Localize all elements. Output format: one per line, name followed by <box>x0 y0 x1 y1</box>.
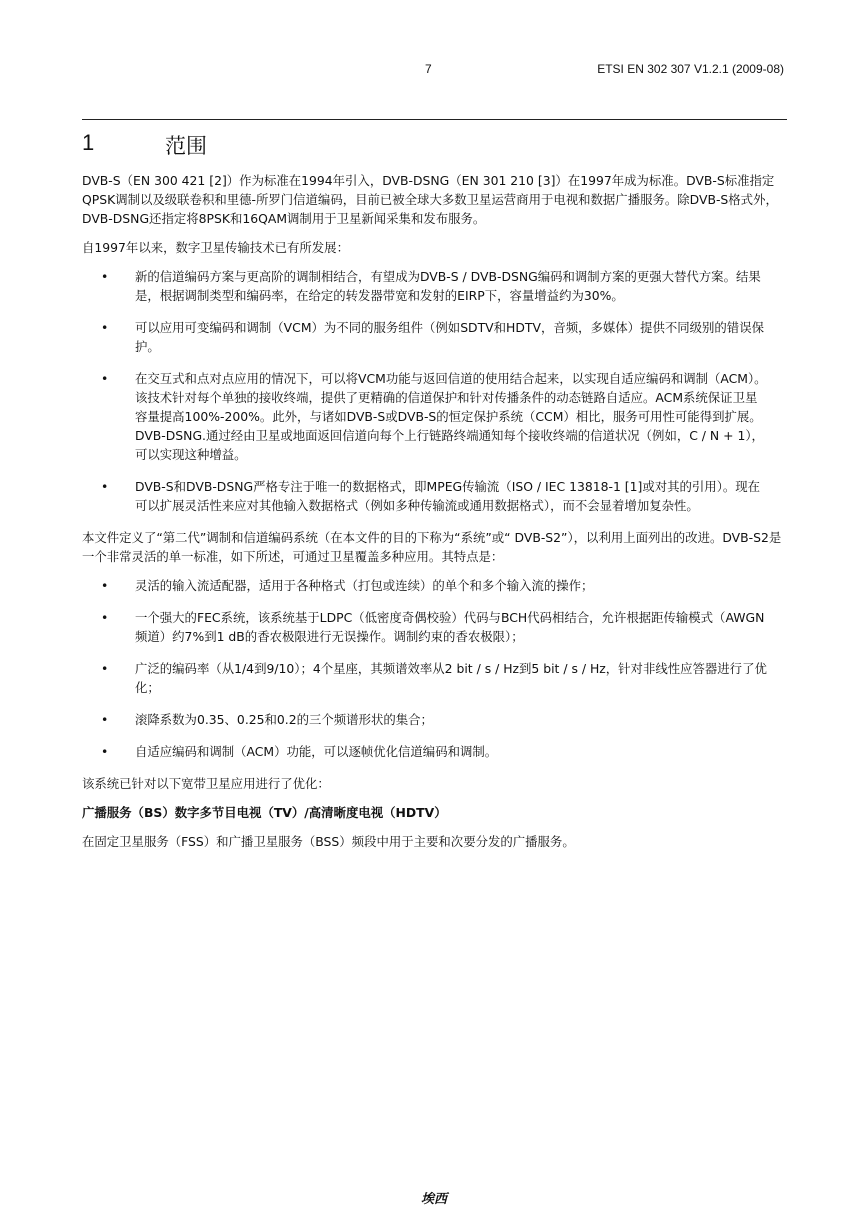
paragraph-optimized: 该系统已针对以下宽带卫星应用进行了优化： <box>82 776 330 791</box>
list-item-text: 在交互式和点对点应用的情况下，可以将VCM功能与返回信道的使用结合起来，以实现自适应编码和调制（ACM）。该技术针对每个单独的接收终端，提供了更精确的信道保护和针对传播条件的动态链路自适应。ACM系统保证卫星容量提高100%-200%。此外，与诸如DVB-S或DVB-S的恒定保护系统（CCM）相比，服务可用性可能得到扩展。 <box>135 371 767 424</box>
list-item-text: DVB-S和DVB-DSNG严格专注于唯一的数据格式，即MPEG传输流（ISO / IEC 13818-1 [1]或对其的引用）。现在可以扩展灵活性来应对其他输入数据格式（例如多种传输流或通用数据格式），而不会显着增加复杂性。 <box>135 479 761 513</box>
features-list <box>82 576 787 761</box>
list-item-text: 广泛的编码率（从1/4到9/10）；4个星座，其频谱效率从2 bit / s / Hz到5 bit / s / Hz，针对非线性应答器进行了优化； <box>135 661 767 695</box>
header-rule <box>82 119 787 120</box>
list-item <box>82 267 787 305</box>
list-item <box>82 318 787 356</box>
bullet-icon: • <box>101 661 109 676</box>
paragraph-definition: 本文件定义了“第二代”调制和信道编码系统（在本文件的目的下称为“系统”或“ DVB-S2”），以利用上面列出的改进。DVB-S2是一个非常灵活的单一标准，如下所述，可通过卫星覆盖多种应用。其特点是： <box>82 530 782 564</box>
list-item-text: 可以应用可变编码和调制（VCM）为不同的服务组件（例如SDTV和HDTV，音频，多媒体）提供不同级别的错误保护。 <box>135 320 764 354</box>
bullet-icon: • <box>101 610 109 625</box>
bullet-icon: • <box>101 712 109 727</box>
page-number: 7 <box>425 62 432 76</box>
bullet-icon: • <box>101 578 109 593</box>
list-item <box>82 742 787 761</box>
paragraph-intro: DVB-S（EN 300 421 [2]）作为标准在1994年引入，DVB-DSNG（EN 301 210 [3]）在1997年成为标准。DVB-S标准指定QPSK调制以及级联卷积和里德-所罗门信道编码，目前已被全球大多数卫星运营商用于电视和数据广播服务。除DVB-S格式外，DVB-DSNG还指定将8PSK和16QAM调制用于卫星新闻采集和发布服务。 <box>82 173 778 226</box>
bullet-icon: • <box>101 320 109 335</box>
list-item-text: 滚降系数为0.35、0.25和0.2的三个频谱形状的集合； <box>135 712 433 727</box>
developments-list <box>82 267 787 515</box>
list-item-text: 新的信道编码方案与更高阶的调制相结合，有望成为DVB-S / DVB-DSNG编码和调制方案的更强大替代方案。结果是，根据调制类型和编码率，在给定的转发器带宽和发射的EIRP下，容量增益约为30%。 <box>135 269 761 303</box>
list-item <box>82 576 787 595</box>
list-item <box>82 710 787 729</box>
footer-logo-text: 埃西 <box>420 1192 447 1207</box>
section-number: 1 <box>82 130 95 155</box>
document-id: ETSI EN 302 307 V1.2.1 (2009-08) <box>597 62 784 76</box>
bullet-icon: • <box>101 744 109 759</box>
bullet-icon: • <box>101 269 109 284</box>
list-item <box>82 659 787 697</box>
bullet-icon: • <box>101 371 109 386</box>
list-item <box>82 369 787 464</box>
paragraph-developments: 自1997年以来，数字卫星传输技术已有所发展： <box>82 240 349 255</box>
list-item <box>82 477 787 515</box>
paragraph-broadcast: 在固定卫星服务（FSS）和广播卫星服务（BSS）频段中用于主要和次要分发的广播服务。 <box>82 834 575 849</box>
bullet-icon: • <box>101 479 109 494</box>
list-item-text: 灵活的输入流适配器，适用于各种格式（打包或连续）的单个和多个输入流的操作； <box>135 578 594 593</box>
section-body <box>82 171 787 861</box>
list-item-text: 一个强大的FEC系统，该系统基于LDPC（低密度奇偶校验）代码与BCH代码相结合，允许根据距传输模式（AWGN频道）约7%到1 dB的香农极限进行无误操作。调制约束的香农极限）； <box>135 610 765 644</box>
broadcast-services-heading: 广播服务（BS）数字多节目电视（TV）/高清晰度电视（HDTV） <box>82 805 447 820</box>
section-title: 范围 <box>165 134 207 158</box>
list-item-continuation: DVB-DSNG.通过经由卫星或地面返回信道向每个上行链路终端通知每个接收终端的信道状况（例如，C / N + 1），可以实现这种增益。 <box>135 428 764 462</box>
list-item <box>82 608 787 646</box>
list-item-text: 自适应编码和调制（ACM）功能，可以逐帧优化信道编码和调制。 <box>135 744 498 759</box>
